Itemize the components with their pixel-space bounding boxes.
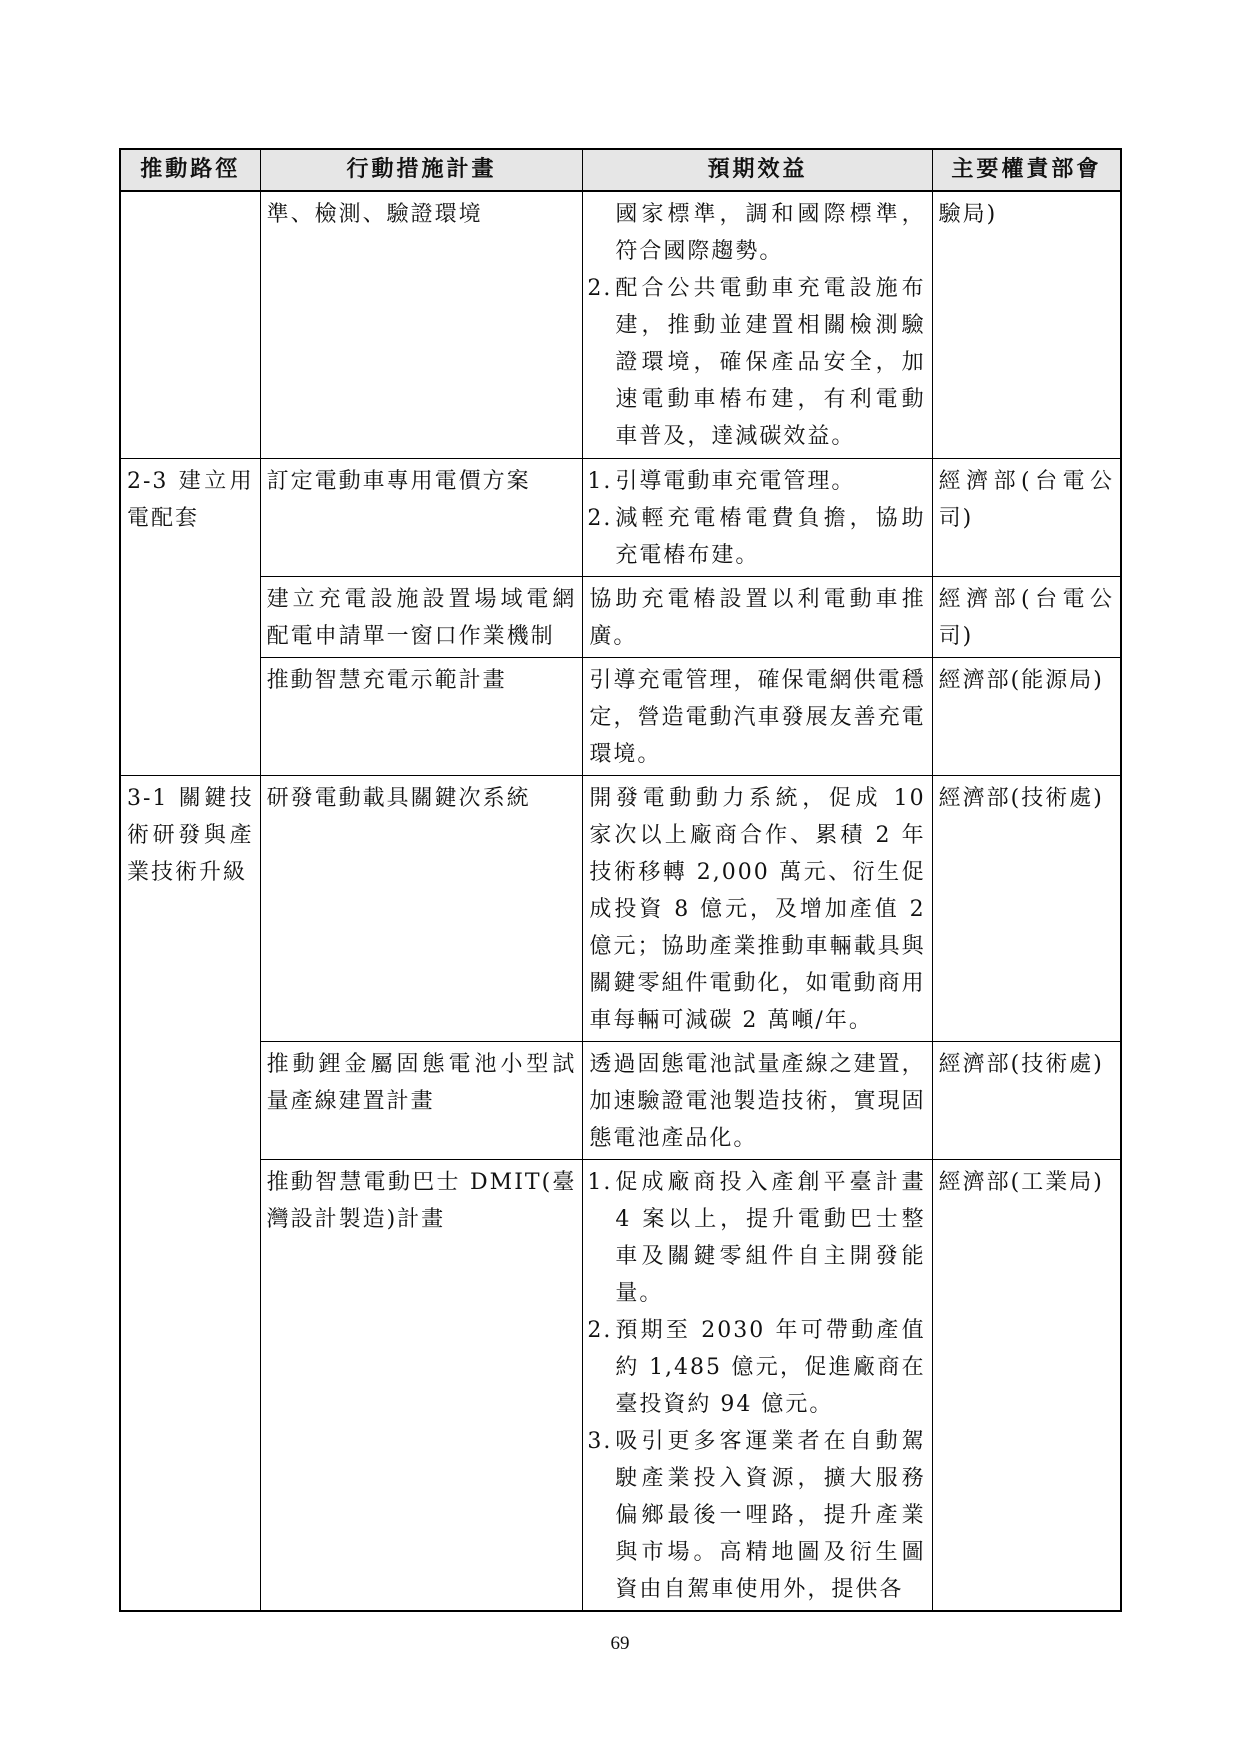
list-item: 2. 預期至 2030 年可帶動產值約 1,485 億元，促進廠商在臺投資約 94 億元。 bbox=[587, 1317, 926, 1417]
table-row bbox=[120, 657, 1121, 775]
action-cell: 研發電動載具關鍵次系統 bbox=[260, 775, 583, 1041]
ministry-cell: 經濟部(技術處) bbox=[932, 775, 1121, 1041]
list-item: 2. 配合公共電動車充電設施布建，推動並建置相關檢測驗證環境，確保產品安全，加速電動車樁布建，有利電動車普及，達減碳效益。 bbox=[587, 276, 926, 449]
benefit-cell: 引導充電管理，確保電網供電穩定，營造電動汽車發展友善充電環境。 bbox=[583, 657, 932, 775]
benefit-cell: 開發電動動力系統，促成 10 家次以上廠商合作、累積 2 年技術移轉 2,000 萬元、衍生促成投資 8 億元，及增加產值 2 億元；協助產業推動車輛載具與關鍵零組件電動化，如電動商用車每輛可減碳 2 萬噸/年。 bbox=[583, 775, 932, 1041]
path-cell bbox=[120, 191, 260, 458]
list-item: 1. 促成廠商投入產創平臺計畫 4 案以上，提升電動巴士整車及關鍵零組件自主開發能量。 bbox=[587, 1169, 926, 1306]
list-item: 1. 引導電動車充電管理。 bbox=[587, 468, 856, 494]
benefit-cell: 透過固態電池試量產線之建置，加速驗證電池製造技術，實現固態電池產品化。 bbox=[583, 1041, 932, 1159]
action-cell: 推動智慧充電示範計畫 bbox=[260, 657, 583, 775]
action-cell: 推動智慧電動巴士 DMIT(臺灣設計製造)計畫 bbox=[260, 1159, 583, 1611]
action-cell: 訂定電動車專用電價方案 bbox=[260, 458, 583, 576]
path-cell: 3-1 關鍵技術研發與產業技術升級 bbox=[120, 775, 260, 1611]
table-row bbox=[120, 1159, 1121, 1611]
ministry-cell: 經濟部(台電公司) bbox=[932, 458, 1121, 576]
table-header-row bbox=[120, 149, 1121, 191]
table-row bbox=[120, 1041, 1121, 1159]
path-cell: 2-3 建立用電配套 bbox=[120, 458, 260, 775]
list-item: 2. 減輕充電樁電費負擔，協助充電樁布建。 bbox=[587, 505, 926, 568]
benefit-cell bbox=[583, 458, 932, 576]
page-number: 69 bbox=[610, 1633, 630, 1654]
header-action-plan: 行動措施計畫 bbox=[260, 149, 583, 191]
benefit-cell bbox=[583, 1159, 932, 1611]
table-row bbox=[120, 775, 1121, 1041]
ministry-cell: 經濟部(技術處) bbox=[932, 1041, 1121, 1159]
benefit-cell: 協助充電樁設置以利電動車推廣。 bbox=[583, 576, 932, 657]
header-responsible-ministry: 主要權責部會 bbox=[932, 149, 1121, 191]
header-expected-benefits: 預期效益 bbox=[583, 149, 932, 191]
ministry-cell: 經濟部(能源局) bbox=[932, 657, 1121, 775]
benefit-cell bbox=[583, 191, 932, 458]
action-plan-table bbox=[119, 148, 1122, 1612]
action-cell: 推動鋰金屬固態電池小型試量產線建置計畫 bbox=[260, 1041, 583, 1159]
list-item: 3. 吸引更多客運業者在自動駕駛產業投入資源，擴大服務偏鄉最後一哩路，提升產業與市場。高精地圖及衍生圖資由自駕車使用外，提供各 bbox=[587, 1428, 926, 1602]
ministry-cell: 經濟部(台電公司) bbox=[932, 576, 1121, 657]
ministry-cell: 經濟部(工業局) bbox=[932, 1159, 1121, 1611]
table-row bbox=[120, 576, 1121, 657]
action-cell: 建立充電設施設置場域電網配電申請單一窗口作業機制 bbox=[260, 576, 583, 657]
table-row bbox=[120, 191, 1121, 458]
list-item: 國家標準，調和國際標準，符合國際趨勢。 bbox=[615, 202, 926, 264]
action-cell: 準、檢測、驗證環境 bbox=[260, 191, 583, 458]
table-row bbox=[120, 458, 1121, 576]
header-promotion-path: 推動路徑 bbox=[120, 149, 260, 191]
ministry-cell: 驗局) bbox=[932, 191, 1121, 458]
